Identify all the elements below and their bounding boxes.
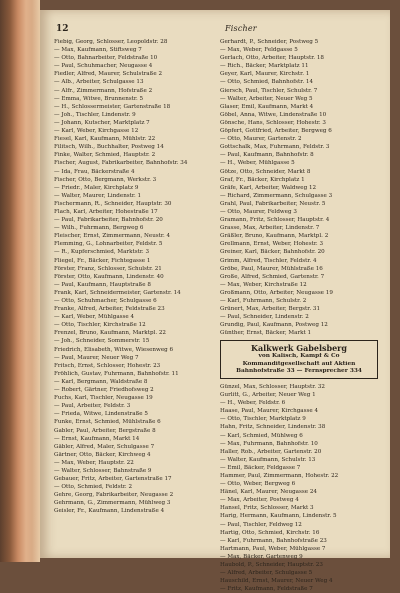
directory-entry: — Karl, Bergmann, Waldstraße 8 bbox=[54, 378, 148, 385]
directory-entry: — Max, Weber, Hauptstr. 22 bbox=[54, 459, 134, 466]
directory-entry: — Walter, Schlosser, Bahnstraße 9 bbox=[54, 467, 152, 474]
directory-entry: — Rich., Bäcker, Marktplatz 11 bbox=[220, 63, 309, 70]
directory-entry: Haubold, P., Schneider, Hauptstr. 23 bbox=[220, 562, 323, 569]
directory-entry: Gabler, Paul, Arbeiter, Bergstraße 8 bbox=[54, 427, 156, 434]
directory-entry: Gröbe, Paul, Maurer, Mühlstraße 16 bbox=[220, 265, 323, 272]
directory-entry: Filitsch, Wilh., Buchhalter, Postweg 14 bbox=[54, 144, 164, 151]
directory-entry: Grimm, Alfred, Tischler, Feldstr. 4 bbox=[220, 257, 317, 264]
directory-entry: — Emma, Witwe, Brunnenstr. 5 bbox=[54, 95, 144, 102]
directory-entry: — Otto, Bahnarbeiter, Feldstraße 10 bbox=[54, 55, 158, 62]
directory-entry: — Alfr., Zimmermann, Hofstraße 2 bbox=[54, 87, 153, 94]
directory-entry: Finke, Walter, Schmied, Hauptstr. 2 bbox=[54, 152, 156, 159]
directory-entry: Gottschalk, Max, Fuhrmann, Feldstr. 3 bbox=[220, 144, 330, 151]
directory-entry: — Walter, Kaufmann, Schulstr. 13 bbox=[220, 456, 316, 463]
directory-entry: Gräfe, Karl, Arbeiter, Waldweg 12 bbox=[220, 184, 317, 191]
directory-entry: Gräßler, Bruno, Kaufmann, Marktpl. 2 bbox=[220, 233, 329, 240]
directory-entry: — Richard, Zimmermann, Schulgasse 3 bbox=[220, 192, 333, 199]
directory-entry: — Karl, Weber, Kirchgasse 12 bbox=[54, 128, 139, 135]
directory-entry: Fritsch, Ernst, Schlosser, Hohestr. 23 bbox=[54, 362, 161, 369]
directory-entry: Giersch, Paul, Tischler, Schulstr. 7 bbox=[220, 87, 318, 94]
directory-entry: — Max, Bäcker, Gartenweg 9 bbox=[220, 553, 303, 560]
directory-entry: Gäbler, Alfred, Maler, Schulgasse 7 bbox=[54, 443, 155, 450]
directory-entry: Gebauer, Fritz, Arbeiter, Gartenstraße 17 bbox=[54, 476, 172, 483]
directory-entry: Fiedler, Alfred, Maurer, Schulstraße 2 bbox=[54, 71, 163, 78]
directory-entry: — Joh., Tischler, Lindenstr. 9 bbox=[54, 111, 136, 118]
directory-entry: — Karl, Fuhrmann, Schulstr. 2 bbox=[220, 298, 307, 304]
page-number: 12 bbox=[56, 24, 69, 34]
directory-entry: Gärtner, Otto, Bäcker, Kirchweg 4 bbox=[54, 451, 151, 458]
directory-entry: — H., Weber, Feldstr. 6 bbox=[220, 400, 286, 407]
advertisement-line: Bahnhofstraße 33 — Fernsprecher 334 bbox=[236, 368, 362, 375]
directory-entry: Fiesel, Karl, Kaufmann, Mühlstr. 22 bbox=[54, 136, 156, 143]
directory-entry: — Emil, Bäcker, Feldgasse 7 bbox=[220, 464, 301, 471]
directory-entry: — Karl, Fuhrmann, Bahnhofstraße 23 bbox=[220, 537, 327, 544]
directory-entry: Hänel, Karl, Maurer, Neugasse 24 bbox=[220, 489, 317, 496]
directory-entry: Göpfert, Gottfried, Arbeiter, Bergweg 6 bbox=[220, 128, 332, 135]
directory-entry: Geyer, Karl, Maurer, Kirchstr. 1 bbox=[220, 71, 310, 78]
directory-entry: — Ernst, Kaufmann, Markt 14 bbox=[54, 435, 140, 442]
directory-page bbox=[40, 10, 390, 593]
directory-entry: Frank, Karl, Schneidermeister, Gartenstr. 14 bbox=[54, 289, 181, 296]
directory-entry: Franke, Alfred, Arbeiter, Feldstraße 23 bbox=[54, 306, 165, 313]
directory-entry: Fischermann, R., Schneider, Hauptstr. 30 bbox=[54, 200, 172, 207]
directory-entry: — Robert, Gärtner, Friedhofsweg 2 bbox=[54, 387, 154, 394]
directory-entry: — Johann, Kutscher, Marktplatz 7 bbox=[54, 119, 150, 126]
directory-entry: — Max, Weber, Kirchstraße 12 bbox=[220, 281, 307, 288]
directory-entry: Gerhardt, P., Schneider, Postweg 5 bbox=[220, 39, 319, 45]
directory-entry: — Max, Fuhrmann, Bahnhofstr. 10 bbox=[220, 440, 318, 447]
directory-entry: Gehrmann, G., Zimmermann, Mühlweg 3 bbox=[54, 500, 171, 507]
directory-entry: — Max, Kaufmann, Stiftsweg 7 bbox=[54, 47, 142, 54]
directory-entry: Fliegel, Fr., Bäcker, Fichtegasse 1 bbox=[54, 257, 151, 264]
directory-entry: Grundig, Paul, Kaufmann, Postweg 12 bbox=[220, 322, 328, 329]
directory-entry: — H., Weber, Mühlgasse 5 bbox=[220, 160, 295, 167]
directory-entry: Hahn, Fritz, Schneider, Lindenstr. 38 bbox=[220, 424, 326, 431]
directory-entry: — Friedr., Maler, Kirchplatz 9 bbox=[54, 184, 139, 191]
directory-entry: — Paul, Fabrikarbeiter, Bahnhofstr. 20 bbox=[54, 217, 163, 224]
advertisement-line: Kommanditgesellschaft auf Aktien bbox=[242, 360, 356, 367]
directory-entry: Hauschild, Ernst, Maurer, Neuer Weg 4 bbox=[220, 578, 333, 585]
directory-entry: Gönsche, Hans, Schlosser, Hohestr. 3 bbox=[220, 119, 326, 126]
directory-entry: — Karl, Weber, Mühlgasse 4 bbox=[54, 314, 135, 321]
directory-entry: Gurlitt, G., Arbeiter, Neuer Weg 1 bbox=[220, 392, 316, 399]
directory-entry: — Otto, Tischler, Marktplatz 9 bbox=[220, 416, 306, 423]
right-column bbox=[220, 38, 380, 593]
right-column-bottom-entries bbox=[220, 383, 380, 593]
directory-entry: Großmann, Otto, Arbeiter, Neugasse 19 bbox=[220, 289, 333, 296]
directory-entry: — Paul, Schuhmacher, Neugasse 4 bbox=[54, 63, 153, 70]
directory-entry: — Karl, Schmied, Mühlweg 6 bbox=[220, 432, 303, 439]
directory-entry: — Ida, Frau, Bäckerstraße 4 bbox=[54, 168, 135, 175]
directory-entry: Hartmann, Paul, Weber, Mühlgasse 7 bbox=[220, 545, 326, 552]
book-page-edges bbox=[0, 0, 40, 562]
directory-entry: — Otto, Weber, Bergweg 6 bbox=[220, 481, 296, 488]
directory-entry: Frenzel, Bruno, Kaufmann, Marktpl. 22 bbox=[54, 330, 166, 337]
directory-entry: — Paul, Arbeiter, Feldstr. 3 bbox=[54, 403, 131, 410]
directory-entry: — Otto, Maurer, Gartenstr. 2 bbox=[220, 136, 302, 143]
directory-entry: — Frieda, Witwe, Lindenstraße 5 bbox=[54, 411, 148, 418]
directory-entry: Greiner, Karl, Bäcker, Bahnhofstr. 20 bbox=[220, 249, 325, 256]
directory-entry: Göbel, Anna, Witwe, Lindenstraße 10 bbox=[220, 111, 327, 118]
advertisement-box bbox=[220, 340, 378, 379]
directory-entry: — Otto, Tischler, Kirchstraße 12 bbox=[54, 322, 146, 329]
directory-entry: Fuchs, Karl, Tischler, Neugasse 19 bbox=[54, 395, 153, 402]
directory-entry: Fischer, August, Fabrikarbeiter, Bahnhofstr. 34 bbox=[54, 160, 188, 167]
directory-entry: Flemming, G., Lohnarbeiter, Feldstr. 5 bbox=[54, 241, 163, 248]
directory-entry: — Paul, Kaufmann, Bahnhofstr. 8 bbox=[220, 152, 314, 159]
directory-entry: Gerlach, Otto, Arbeiter, Hauptstr. 18 bbox=[220, 55, 324, 62]
directory-entry: Friedrich, Elisabeth, Witwe, Wiesenweg 6 bbox=[54, 346, 174, 353]
advertisement-title: Kalkwerk Gabelsberg bbox=[251, 343, 347, 354]
directory-entry: — Otto, Schmied, Bahnhofstr. 14 bbox=[220, 79, 314, 86]
directory-entry: — R., Kupferschmied, Marktstr. 3 bbox=[54, 249, 150, 256]
directory-entry: — Alfred, Arbeiter, Schulgasse 5 bbox=[220, 570, 313, 577]
directory-entry: — Paul, Kaufmann, Hauptstraße 8 bbox=[54, 281, 151, 288]
directory-entry: — Paul, Schneider, Lindenstr. 2 bbox=[220, 314, 309, 321]
directory-entry: Hartig, Otto, Schmied, Kirchstr. 16 bbox=[220, 529, 320, 536]
directory-entry: Fleischer, Ernst, Zimmermann, Neustr. 4 bbox=[54, 233, 171, 240]
directory-entry: — Max, Weber, Feldgasse 5 bbox=[220, 47, 298, 54]
directory-entry: — Fritz, Kaufmann, Feldstraße 7 bbox=[220, 586, 313, 593]
directory-entry: — Joh., Schneider, Sommerstr. 15 bbox=[54, 338, 150, 345]
running-head: Fischer bbox=[225, 24, 257, 33]
directory-entry: Große, Alfred, Schmied, Gartenstr. 7 bbox=[220, 273, 325, 280]
directory-entry: — Paul, Maurer, Neuer Weg 7 bbox=[54, 354, 139, 361]
directory-entry: Gramann, Fritz, Schlosser, Hauptstr. 4 bbox=[220, 217, 330, 224]
directory-entry: — Otto, Schuhmacher, Schulgasse 6 bbox=[54, 298, 157, 304]
right-column-top-entries bbox=[220, 38, 380, 337]
directory-entry: Grünert, Max, Arbeiter, Bergstr. 31 bbox=[220, 306, 321, 313]
directory-entry: — Otto, Maurer, Feldweg 3 bbox=[220, 208, 297, 215]
directory-entry: Förster, Franz, Schlosser, Schulstr. 21 bbox=[54, 265, 162, 272]
directory-entry: Glaser, Emil, Kaufmann, Markt 4 bbox=[220, 103, 314, 110]
directory-entry: Hammer, Paul, Zimmermann, Hohestr. 22 bbox=[220, 473, 339, 479]
directory-entry: Graf, Fr., Bäcker, Kirchplatz 1 bbox=[220, 176, 305, 183]
directory-entry: — Max, Arbeiter, Postweg 4 bbox=[220, 497, 299, 504]
directory-entry: Hansel, Fritz, Schlosser, Markt 3 bbox=[220, 505, 314, 512]
directory-entry: Haase, Paul, Maurer, Kirchgasse 4 bbox=[220, 408, 319, 415]
directory-entry: Grahl, Paul, Fabrikarbeiter, Neustr. 5 bbox=[220, 200, 326, 207]
left-column bbox=[54, 38, 214, 516]
directory-entry: — Wilh., Fuhrmann, Bergweg 6 bbox=[54, 225, 144, 232]
directory-entry: Haller, Rob., Arbeiter, Gartenstr. 20 bbox=[220, 448, 322, 455]
directory-entry: Grasse, Max, Arbeiter, Lindenstr. 7 bbox=[220, 225, 320, 232]
directory-entry: Fischer, Otto, Bergmann, Werkstr. 3 bbox=[54, 176, 157, 183]
directory-entry: Förster, Otto, Kaufmann, Lindenstr. 40 bbox=[54, 273, 164, 280]
directory-entry: — H., Schlossermeister, Gartenstraße 18 bbox=[54, 103, 171, 110]
directory-entry: — Walter, Maurer, Lindenstr. 1 bbox=[54, 192, 142, 199]
directory-entry: — Walter, Arbeiter, Neuer Weg 5 bbox=[220, 95, 313, 102]
directory-entry: Gehre, Georg, Fabrikarbeiter, Neugasse 2 bbox=[54, 492, 174, 499]
directory-entry: Funke, Ernst, Schmied, Mühlstraße 6 bbox=[54, 419, 161, 426]
directory-entry: Grellmann, Ernst, Weber, Hohestr. 3 bbox=[220, 241, 324, 248]
directory-entry: Günther, Ernst, Bäcker, Markt 1 bbox=[220, 330, 312, 337]
directory-entry: Götze, Otto, Schneider, Markt 8 bbox=[220, 168, 311, 175]
directory-entry: Harig, Hermann, Kaufmann, Lindenstr. 5 bbox=[220, 513, 337, 520]
directory-entry: — Paul, Tischler, Feldweg 12 bbox=[220, 521, 302, 528]
directory-entry: — Alb., Arbeiter, Schulgasse 13 bbox=[54, 79, 144, 86]
directory-entry: Flach, Karl, Arbeiter, Hohestraße 17 bbox=[54, 208, 158, 215]
directory-entry: Fiebig, Georg, Schlosser, Leopoldstr. 28 bbox=[54, 39, 168, 45]
directory-entry: Günzel, Max, Schlosser, Hauptstr. 32 bbox=[220, 383, 325, 390]
directory-entry: Geisler, Fr., Kaufmann, Lindenstraße 4 bbox=[54, 508, 165, 515]
advertisement-line: von Kalisch, Kampf & Co bbox=[258, 353, 340, 360]
directory-entry: Fröhlich, Gustav, Fuhrmann, Bahnhofstr. 11 bbox=[54, 370, 179, 377]
directory-entry: — Otto, Schmied, Feldstr. 2 bbox=[54, 484, 133, 491]
